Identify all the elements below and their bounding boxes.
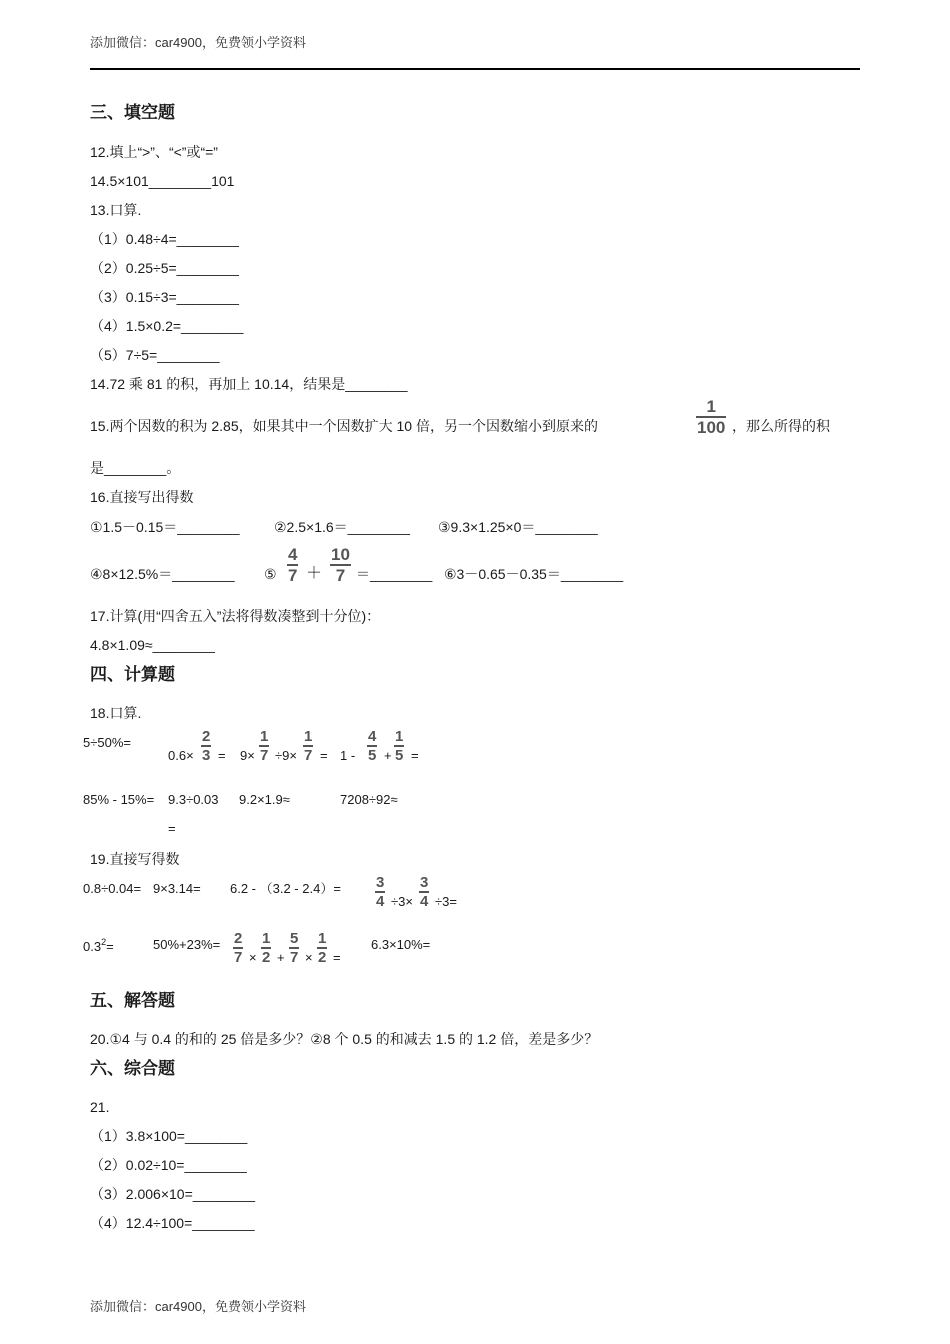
fraction-numerator: 1: [318, 930, 327, 947]
q19-g-op: ×: [249, 950, 257, 965]
fraction-numerator: 5: [290, 930, 299, 947]
q12-line: 14.5×101________101: [90, 173, 235, 189]
q18-c-post: =: [320, 748, 328, 763]
q13-item: （1）0.48÷4=________: [90, 231, 239, 247]
fraction-denominator: 7: [234, 948, 243, 966]
q13-item: （2）0.25÷5=________: [90, 260, 239, 276]
q19-g-op: ×: [305, 950, 313, 965]
q18-c-fraction: [259, 729, 269, 763]
q17-line: 4.8×1.09≈________: [90, 637, 215, 653]
q19-h: 6.3×10%=: [371, 937, 431, 952]
fraction-denominator: 7: [335, 565, 346, 585]
q15-fraction: [696, 398, 726, 436]
section-title-fill-blank: 三、填空题: [90, 103, 175, 122]
q18-b-pre: 0.6×: [168, 748, 194, 763]
fraction-denominator: 4: [376, 892, 385, 910]
q19-g-fraction: [261, 931, 271, 965]
q19-g-op: +: [277, 950, 285, 965]
q19-a: 0.8÷0.04=: [83, 881, 142, 896]
q19-c: 6.2 - （3.2 - 2.4）=: [230, 881, 341, 896]
q12-stem: 12.填上“>”、“<”或“=”: [90, 144, 218, 160]
fraction-numerator: 2: [234, 930, 243, 947]
q13-stem: 13.口算.: [90, 202, 142, 218]
q21-item: （4）12.4÷100=________: [90, 1215, 255, 1231]
q15-line2: 是________。: [90, 460, 181, 476]
q19-d-post: ÷3=: [435, 894, 457, 909]
q19-f: 50%+23%=: [153, 937, 221, 952]
q21-item: （3）2.006×10=________: [90, 1186, 256, 1202]
q19-stem: 19.直接写得数: [90, 851, 180, 867]
q15-part2: ，那么所得的积: [732, 418, 830, 434]
q18-e: 85% - 15%=: [83, 792, 155, 807]
fraction-numerator: 1: [395, 728, 404, 745]
fraction-numerator: 10: [331, 545, 350, 564]
fraction-numerator: 3: [420, 874, 429, 891]
fraction-numerator: 4: [368, 728, 377, 745]
q16-stem: 16.直接写出得数: [90, 489, 194, 505]
q19-e-exponent: 2: [101, 937, 107, 947]
fraction-numerator: 4: [288, 545, 298, 564]
q18-g: 9.2×1.9≈: [239, 792, 290, 807]
fraction-numerator: 1: [260, 728, 269, 745]
q19-d-mid: ÷3×: [391, 894, 413, 909]
fraction-numerator: 1: [304, 728, 313, 745]
section-title-answer: 五、解答题: [90, 991, 175, 1010]
q16-item: ②2.5×1.6＝________: [274, 519, 410, 535]
q19-e: [83, 938, 114, 953]
fraction-denominator: 7: [290, 948, 299, 966]
q14-text: 14.72 乘 81 的积，再加上 10.14，结果是________: [90, 376, 408, 392]
q20-text: 20.①4 与 0.4 的和的 25 倍是多少？②8 个 0.5 的和减去 1.5 的 1.2 倍，差是多少？: [90, 1031, 599, 1047]
q18-d-fraction: [367, 729, 377, 763]
page-footer: 添加微信：car4900，免费领小学资料: [90, 1299, 306, 1314]
q18-f: 9.3÷0.03: [168, 792, 219, 807]
q15-part1: 15.两个因数的积为 2.85，如果其中一个因数扩大 10 倍，另一个因数缩小到原来的: [90, 418, 598, 434]
q17-stem: 17.计算(用“四舍五入”法将得数凑整到十分位)：: [90, 608, 381, 624]
fraction-denominator: 3: [202, 746, 211, 764]
q21-item: （1）3.8×100=________: [90, 1128, 248, 1144]
fraction-denominator: 7: [304, 746, 313, 764]
q16-item: ①1.5－0.15＝________: [90, 519, 240, 535]
q19-d-fraction: [375, 875, 385, 909]
q13-item: （4）1.5×0.2=________: [90, 318, 244, 334]
q19-g-fraction: [289, 931, 299, 965]
q21-item: （2）0.02÷10=________: [90, 1157, 247, 1173]
q19-e-base: 0.3: [83, 939, 102, 954]
q18-c-mid: ÷9×: [275, 748, 297, 763]
fraction-denominator: 4: [420, 892, 429, 910]
section-title-calculation: 四、计算题: [90, 665, 175, 684]
q19-e-post: =: [106, 939, 114, 954]
q18-f-equals: =: [168, 821, 176, 836]
q18-d-mid: +: [384, 748, 392, 763]
section-title-comprehensive: 六、综合题: [90, 1059, 175, 1078]
q16-item: ③9.3×1.25×0＝________: [438, 519, 598, 535]
fraction-denominator: 100: [697, 417, 726, 437]
fraction-denominator: 7: [260, 746, 269, 764]
fraction-denominator: 5: [368, 746, 377, 764]
q18-d-post: =: [411, 748, 419, 763]
q18-c-fraction: [303, 729, 313, 763]
fraction-denominator: 5: [395, 746, 404, 764]
header-divider: [90, 68, 860, 70]
q18-a: 5÷50%=: [83, 735, 131, 750]
fraction-numerator: 2: [202, 728, 211, 745]
fraction-denominator: 2: [262, 948, 271, 966]
q16-item: ④8×12.5%＝________: [90, 566, 235, 582]
q16-plus: ＋: [306, 565, 323, 582]
q19-g-post: =: [333, 950, 341, 965]
fraction-numerator: 1: [706, 397, 716, 416]
q13-item: （3）0.15÷3=________: [90, 289, 239, 305]
q19-g-fraction: [317, 931, 327, 965]
fraction-denominator: 2: [318, 948, 327, 966]
q19-b: 9×3.14=: [153, 881, 201, 896]
q18-stem: 18.口算.: [90, 705, 142, 721]
q18-h: 7208÷92≈: [340, 792, 398, 807]
fraction-numerator: 1: [262, 930, 271, 947]
q18-c-pre: 9×: [240, 748, 255, 763]
q18-d-fraction: [394, 729, 404, 763]
q18-d-pre: 1 -: [340, 748, 356, 763]
q21-stem: 21.: [90, 1099, 110, 1115]
q16-item: ⑥3－0.65－0.35＝________: [444, 566, 624, 582]
fraction-denominator: 7: [288, 565, 298, 585]
q18-b-post: =: [218, 748, 226, 763]
q18-b-fraction: [201, 729, 211, 763]
q16-fraction: [330, 546, 351, 584]
q13-item: （5）7÷5=________: [90, 347, 220, 363]
q16-fraction: [287, 546, 298, 584]
q19-g-fraction: [233, 931, 243, 965]
q19-d-fraction: [419, 875, 429, 909]
q16-item-tail: ＝________: [356, 566, 433, 582]
page-header: 添加微信：car4900，免费领小学资料: [90, 35, 306, 50]
q16-item-label: ⑤: [264, 566, 277, 582]
fraction-numerator: 3: [376, 874, 385, 891]
